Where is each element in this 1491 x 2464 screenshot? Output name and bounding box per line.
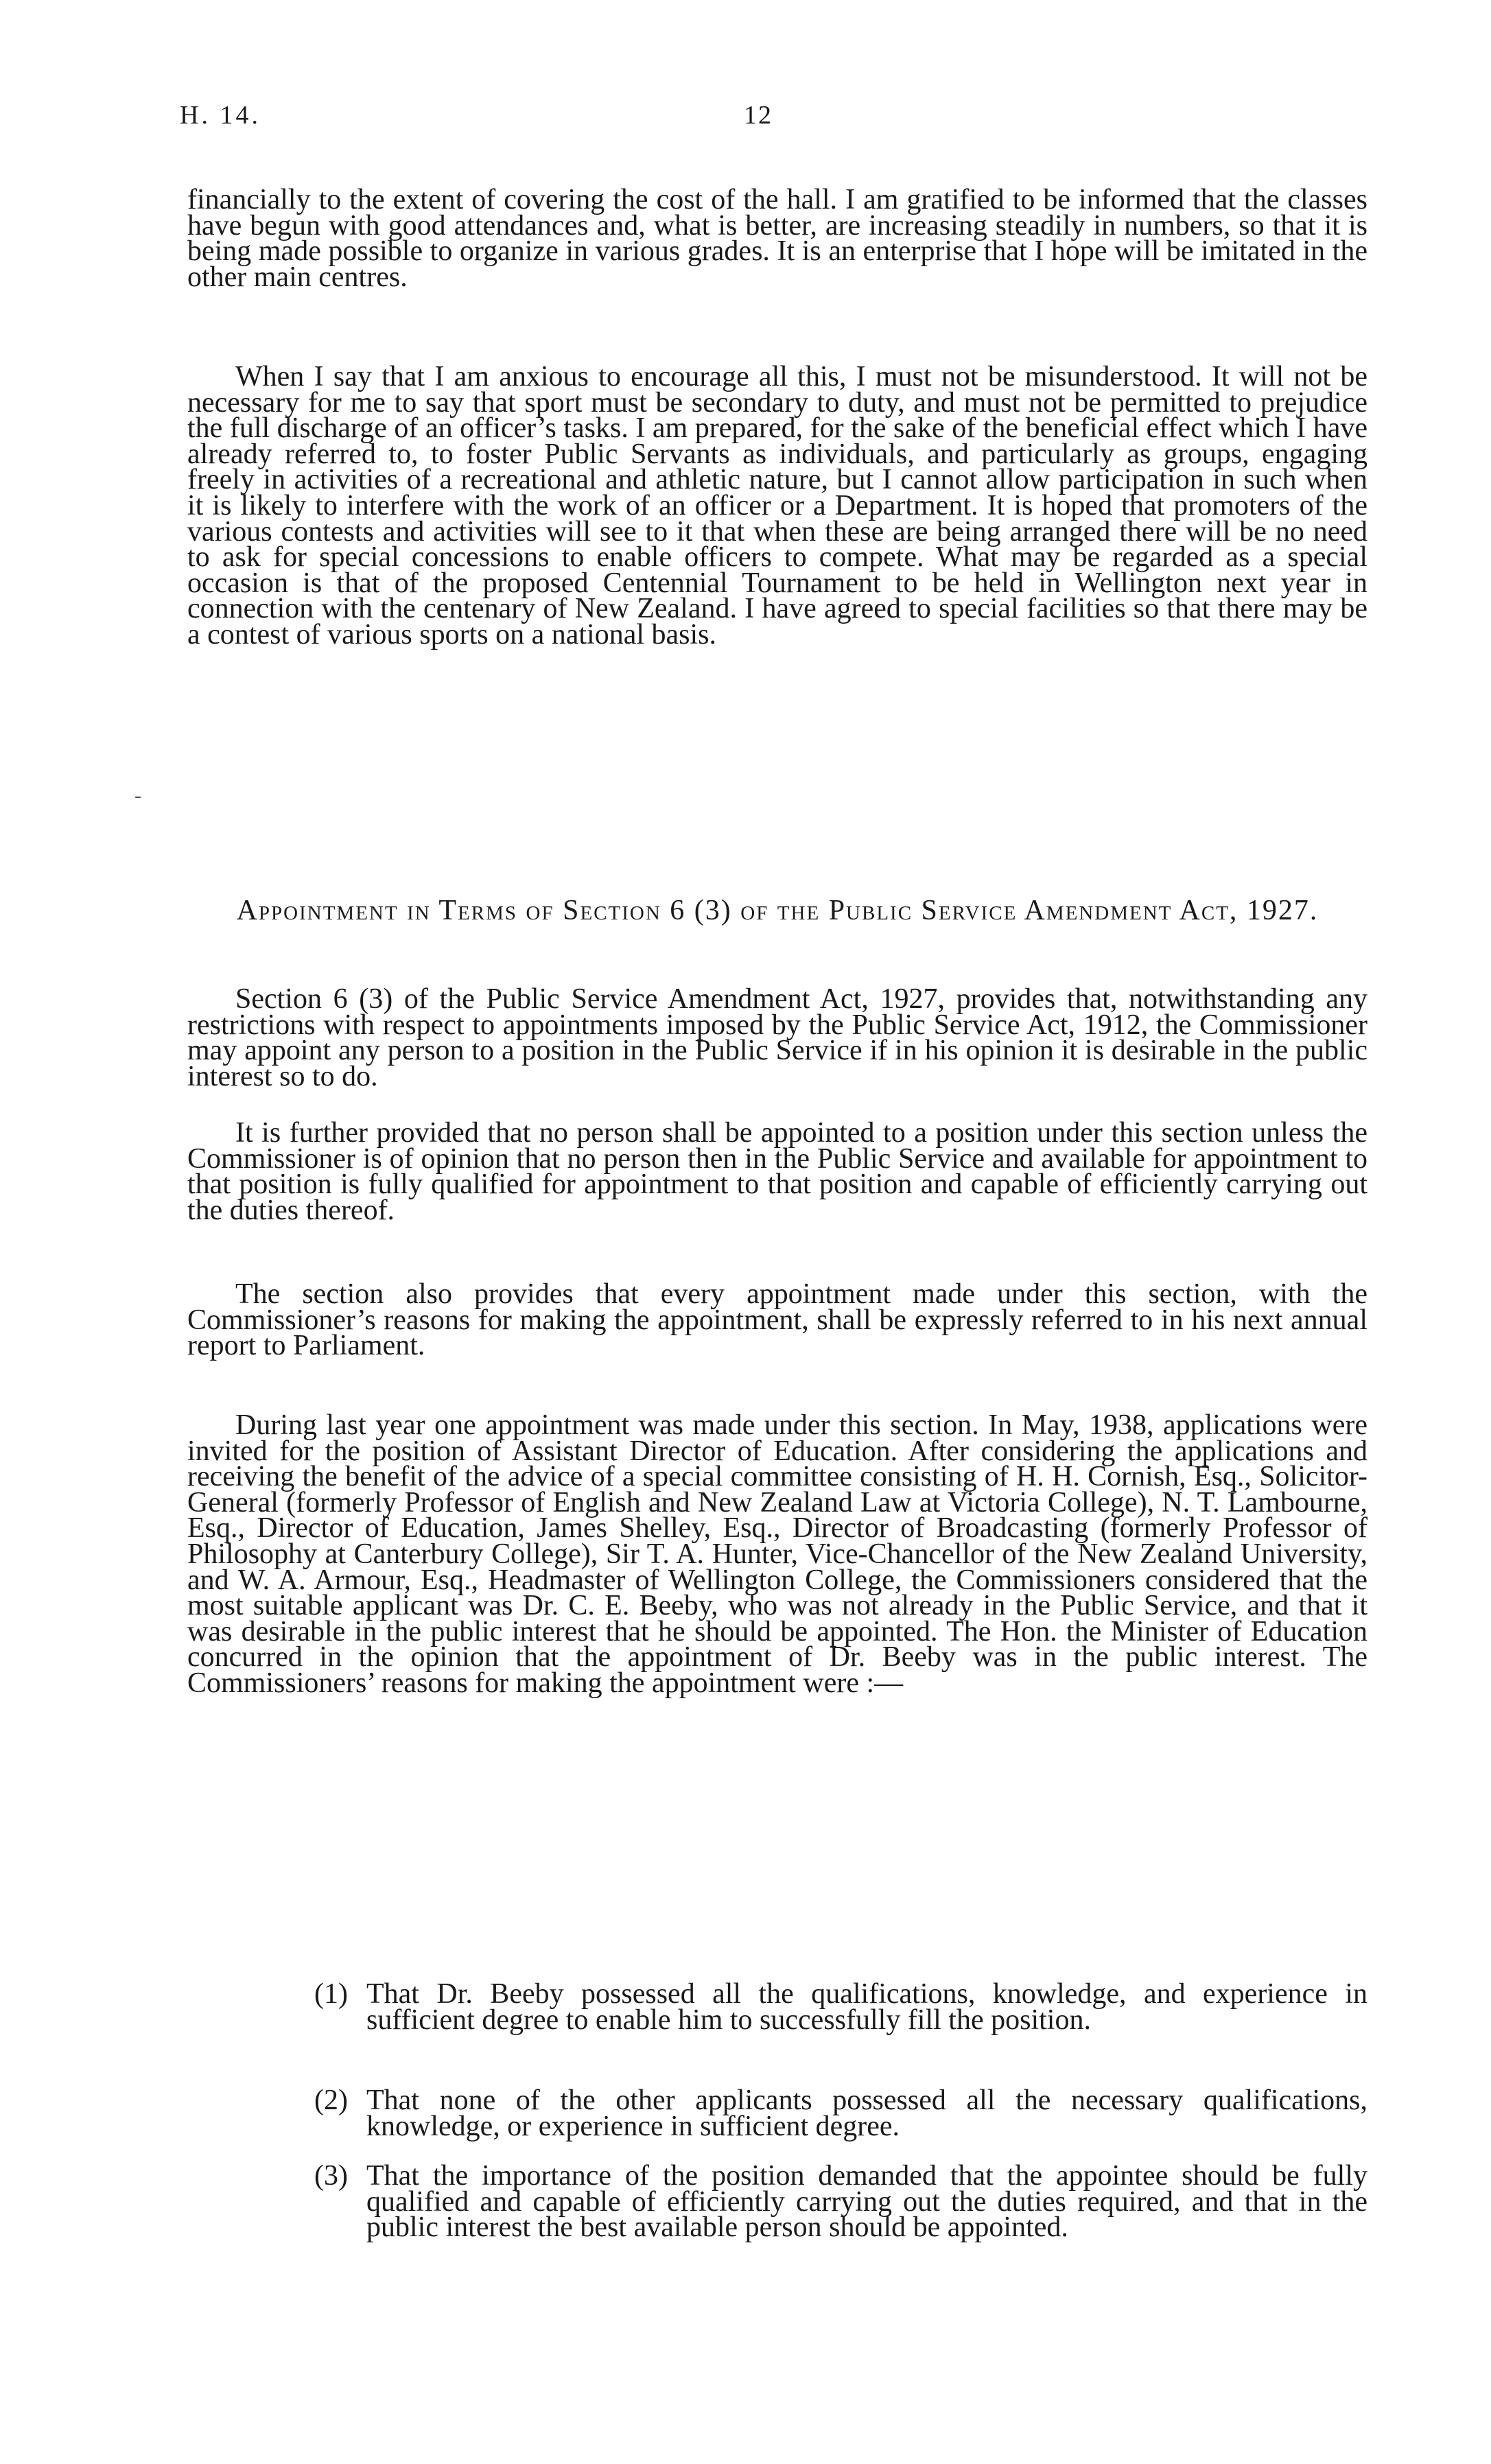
sport-paragraph: When I say that I am anxious to encourage all this, I must not be misunderstood. It will not be necessary for me to say that sport must be secondary to duty, and must not be permitted to prejudice the full discharge of an officer’s tasks. I am prepared, for the sake of the beneficial effect which I have already referred to, to foster Public Servants as individuals, and particularly as groups, engaging freely in activities of a recreational and athletic nature, but I cannot allow participation in such when it is likely to interfere with the work of an officer or a Department. It is hoped that promoters of the various contests and activities will see to it that when these are being arranged there will be no need to ask for special concessions to enable officers to compete. What may be regarded as a special occasion is that of the proposed Centennial Tournament to be held in Wellington next year in connection with the centenary of New Zealand. I have agreed to special facilities so that there may be a contest of various sports on a national basis. [187, 361, 1367, 650]
continuation-paragraph: financially to the extent of covering the cost of the hall. I am gratified to be informed that the classes have begun with good attendances and, what is better, are increasing steadily in numbers, so that it is being made possible to organize in various grades. It is an enterprise that I hope will be imitated in the other main centres. [187, 184, 1367, 293]
section-paragraph-block [187, 1409, 1367, 1699]
section-paragraph: The section also provides that every appointment made under this section, with the Commissioner’s reasons for making the appointment, shall be expressly referred to in his next annual report to Parliament. [187, 1278, 1367, 1362]
reason-number: (2) [314, 2085, 348, 2116]
series-reference: H. 14. [180, 101, 261, 130]
section-paragraph-block [187, 1278, 1367, 1362]
reason-number: (3) [314, 2160, 348, 2192]
section-paragraph: During last year one appointment was made under this section. In May, 1938, applications were invited for the position of Assistant Director of Education. After considering the applications and receiving the benefit of the advice of a special committee consisting of H. H. Cornish, Esq., Solicitor-General (formerly Professor of English and New Zealand Law at Victoria College), N. T. Lambourne, Esq., Director of Education, James Shelley, Esq., Director of Broadcasting (formerly Professor of Philosophy at Canterbury College), Sir T. A. Hunter, Vice-Chancellor of the New Zealand University, and W. A. Armour, Esq., Headmaster of Wellington College, the Commissioners considered that the most suitable applicant was Dr. C. E. Beeby, who was not already in the Public Service, and that it was desirable in the public interest that he should be appointed. The Hon. the Minister of Education concurred in the opinion that the appointment of Dr. Beeby was in the public interest. The Commissioners’ reasons for making the appointment were :— [187, 1409, 1367, 1699]
section-paragraph: It is further provided that no person shall be appointed to a position under this section unless the Commissioner is of opinion that no person then in the Public Service and available for appointment to that position is fully qualified for appointment to that position and capable of efficiently carrying out the duties thereof. [187, 1117, 1367, 1226]
section-paragraph-block [187, 983, 1367, 1092]
reason-text: That the importance of the position demanded that the appointee should be fully qualified and capable of efficiently carrying out the duties required, and that in the public interest the best available person should be appointed. [366, 2160, 1367, 2244]
reason-item [314, 2085, 1367, 2142]
section-paragraph: Section 6 (3) of the Public Service Amendment Act, 1927, provides that, notwithstanding any restrictions with respect to appointments imposed by the Public Service Act, 1912, the Commissioner may appoint any person to a position in the Public Service if in his opinion it is desirable in the public interest so to do. [187, 983, 1367, 1092]
reason-text: That Dr. Beeby possessed all the qualifications, knowledge, and experience in sufficient degree to enable him to successfully fill the position. [366, 1978, 1367, 2036]
continuation-paragraph-block [187, 184, 1367, 293]
reason-item [314, 1978, 1367, 2036]
margin-mark: - [134, 784, 141, 807]
sport-paragraph-block [187, 361, 1367, 650]
reason-text: That none of the other applicants possessed all the necessary qualifications, knowledge, or experience in sufficient degree. [366, 2085, 1367, 2142]
section-heading: Appointment in Terms of Section 6 (3) of the Public Service Amendment Act, 1927. [236, 895, 1319, 926]
section-paragraph-block [187, 1117, 1367, 1226]
reason-number: (1) [314, 1978, 348, 2010]
page-number: 12 [744, 101, 773, 130]
reason-item [314, 2160, 1367, 2244]
